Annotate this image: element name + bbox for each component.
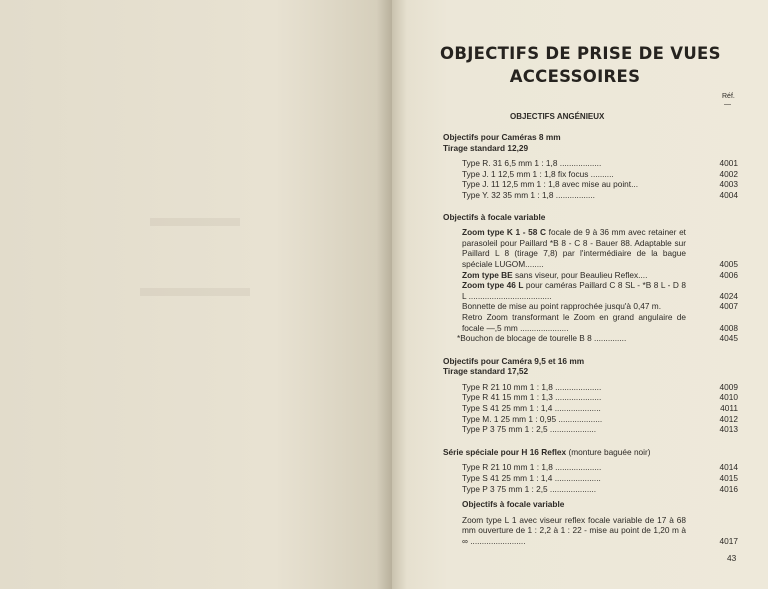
row-ref: 4011 bbox=[720, 403, 738, 414]
table-row bbox=[443, 179, 738, 190]
section-subtitle: OBJECTIFS ANGÉNIEUX bbox=[510, 112, 605, 121]
row-ref: 4001 bbox=[719, 158, 738, 169]
row-text: Type Y. 32 35 mm 1 : 1,8 ................. bbox=[462, 189, 595, 200]
row-text: Type P 3 75 mm 1 : 2,5 .................... bbox=[462, 483, 597, 494]
entry-body bbox=[462, 270, 686, 281]
entry-title: Zoom type K 1 - 58 C bbox=[462, 227, 547, 238]
entry-title: Zom type BE bbox=[462, 269, 513, 280]
catalog-column bbox=[443, 132, 738, 547]
entry-text: sans viseur, pour Beaulieu Reflex.... bbox=[512, 269, 648, 280]
row-text: Type R 21 10 mm 1 : 1,8 .................... bbox=[462, 381, 602, 392]
row-ref: 4016 bbox=[719, 483, 738, 494]
row-ref: 4045 bbox=[719, 333, 738, 344]
heading-note: (monture baguée noir) bbox=[566, 446, 651, 457]
zoom-entry bbox=[443, 515, 738, 547]
row-text: Type R 21 10 mm 1 : 1,8 .................... bbox=[462, 462, 602, 473]
entry-title: Zoom type 46 L bbox=[462, 280, 524, 291]
subsection-heading: Objectifs à focale variable bbox=[462, 499, 565, 510]
table-row bbox=[443, 403, 738, 414]
row-ref: 4024 bbox=[719, 290, 738, 301]
bleed-through bbox=[150, 218, 240, 226]
entry-body bbox=[462, 280, 686, 301]
row-ref: 4004 bbox=[719, 189, 738, 200]
entry-body bbox=[462, 227, 686, 269]
entry-text: focale de 9 à 36 mm avec retainer et parasoleil pour Paillard *B 8 - C 8 - Bauer 88. Adaptable sur Paillard L 8 (tirage 7,8) par l'intermédiaire de la bague spéciale LUGOM........ bbox=[462, 227, 686, 269]
section-heading: Tirage standard 17,52 bbox=[443, 366, 529, 377]
entry-text: Retro Zoom transformant le Zoom en grand angulaire de focale —,5 mm ..................... bbox=[462, 311, 686, 333]
row-ref: 4014 bbox=[719, 462, 738, 473]
row-ref: 4005 bbox=[719, 258, 738, 269]
row-text: Type S 41 25 mm 1 : 1,4 .................... bbox=[462, 403, 601, 414]
table-row bbox=[443, 414, 738, 425]
row-text: Type P 3 75 mm 1 : 2,5 .................... bbox=[462, 424, 597, 435]
zoom-entry bbox=[443, 270, 738, 281]
row-ref: 4013 bbox=[719, 424, 738, 435]
table-row bbox=[443, 158, 738, 169]
row-ref: 4007 bbox=[719, 301, 738, 312]
row-ref: 4017 bbox=[719, 536, 738, 546]
row-text: Type R 41 15 mm 1 : 1,3 .................... bbox=[462, 392, 602, 403]
entry-text: Bonnette de mise au point rapprochée jusqu'à 0,47 m. bbox=[462, 301, 661, 312]
entry-text: *Bouchon de blocage de tourelle B 8 .............. bbox=[457, 333, 627, 344]
zoom-entry bbox=[443, 227, 738, 269]
table-row bbox=[443, 382, 738, 393]
section-heading bbox=[443, 447, 738, 458]
table-row bbox=[443, 392, 738, 403]
ref-label: Réf. bbox=[722, 93, 735, 100]
row-text: Type J. 11 12,5 mm 1 : 1,8 avec mise au point... bbox=[462, 179, 639, 190]
section-heading: Objectifs pour Caméra 9,5 et 16 mm bbox=[443, 355, 585, 366]
entry-text: Zoom type L 1 avec viseur reflex focale variable de 17 à 68 mm ouverture de 1 : 2,2 à 1 : 22 - mise au point de 1,20 m à ∞ ........................ bbox=[462, 514, 686, 546]
row-ref: 4008 bbox=[719, 322, 738, 333]
zoom-entry bbox=[443, 333, 738, 344]
row-ref: 4002 bbox=[719, 168, 738, 179]
row-ref: 4010 bbox=[719, 392, 738, 403]
section-heading: Tirage standard 12,29 bbox=[443, 142, 529, 153]
row-text: Type S 41 25 mm 1 : 1,4 .................... bbox=[462, 473, 601, 484]
row-ref: 4006 bbox=[719, 269, 738, 280]
table-row bbox=[443, 484, 738, 495]
row-ref: 4015 bbox=[719, 473, 738, 484]
row-text: Type R. 31 6,5 mm 1 : 1,8 .................. bbox=[462, 158, 602, 169]
entry-text: pour caméras Paillard C 8 SL - *B 8 L - D 8 L .................................... bbox=[462, 280, 686, 301]
zoom-entry bbox=[443, 301, 738, 312]
page-number: 43 bbox=[727, 553, 737, 563]
page-title-2: ACCESSOIRES bbox=[509, 67, 641, 86]
table-row bbox=[443, 462, 738, 473]
page-title: OBJECTIFS DE PRISE DE VUES bbox=[440, 44, 721, 63]
row-ref: 4009 bbox=[719, 381, 738, 392]
table-row bbox=[443, 190, 738, 201]
zoom-entry bbox=[443, 280, 738, 301]
zoom-entry bbox=[443, 312, 738, 333]
table-row bbox=[443, 169, 738, 180]
row-ref: 4003 bbox=[719, 179, 738, 190]
ref-dash: — bbox=[724, 101, 731, 108]
section-heading: Objectifs pour Caméras 8 mm bbox=[443, 132, 561, 142]
row-text: Type J. 1 12,5 mm 1 : 1,8 fix focus .......... bbox=[462, 168, 614, 179]
table-row bbox=[443, 473, 738, 484]
section-heading: Objectifs à focale variable bbox=[443, 211, 546, 222]
row-text: Type M. 1 25 mm 1 : 0,95 ................... bbox=[462, 413, 603, 424]
table-row bbox=[443, 424, 738, 435]
row-ref: 4012 bbox=[719, 413, 738, 424]
heading-bold: Série spéciale pour H 16 Reflex bbox=[443, 446, 567, 457]
bleed-through bbox=[140, 288, 250, 296]
